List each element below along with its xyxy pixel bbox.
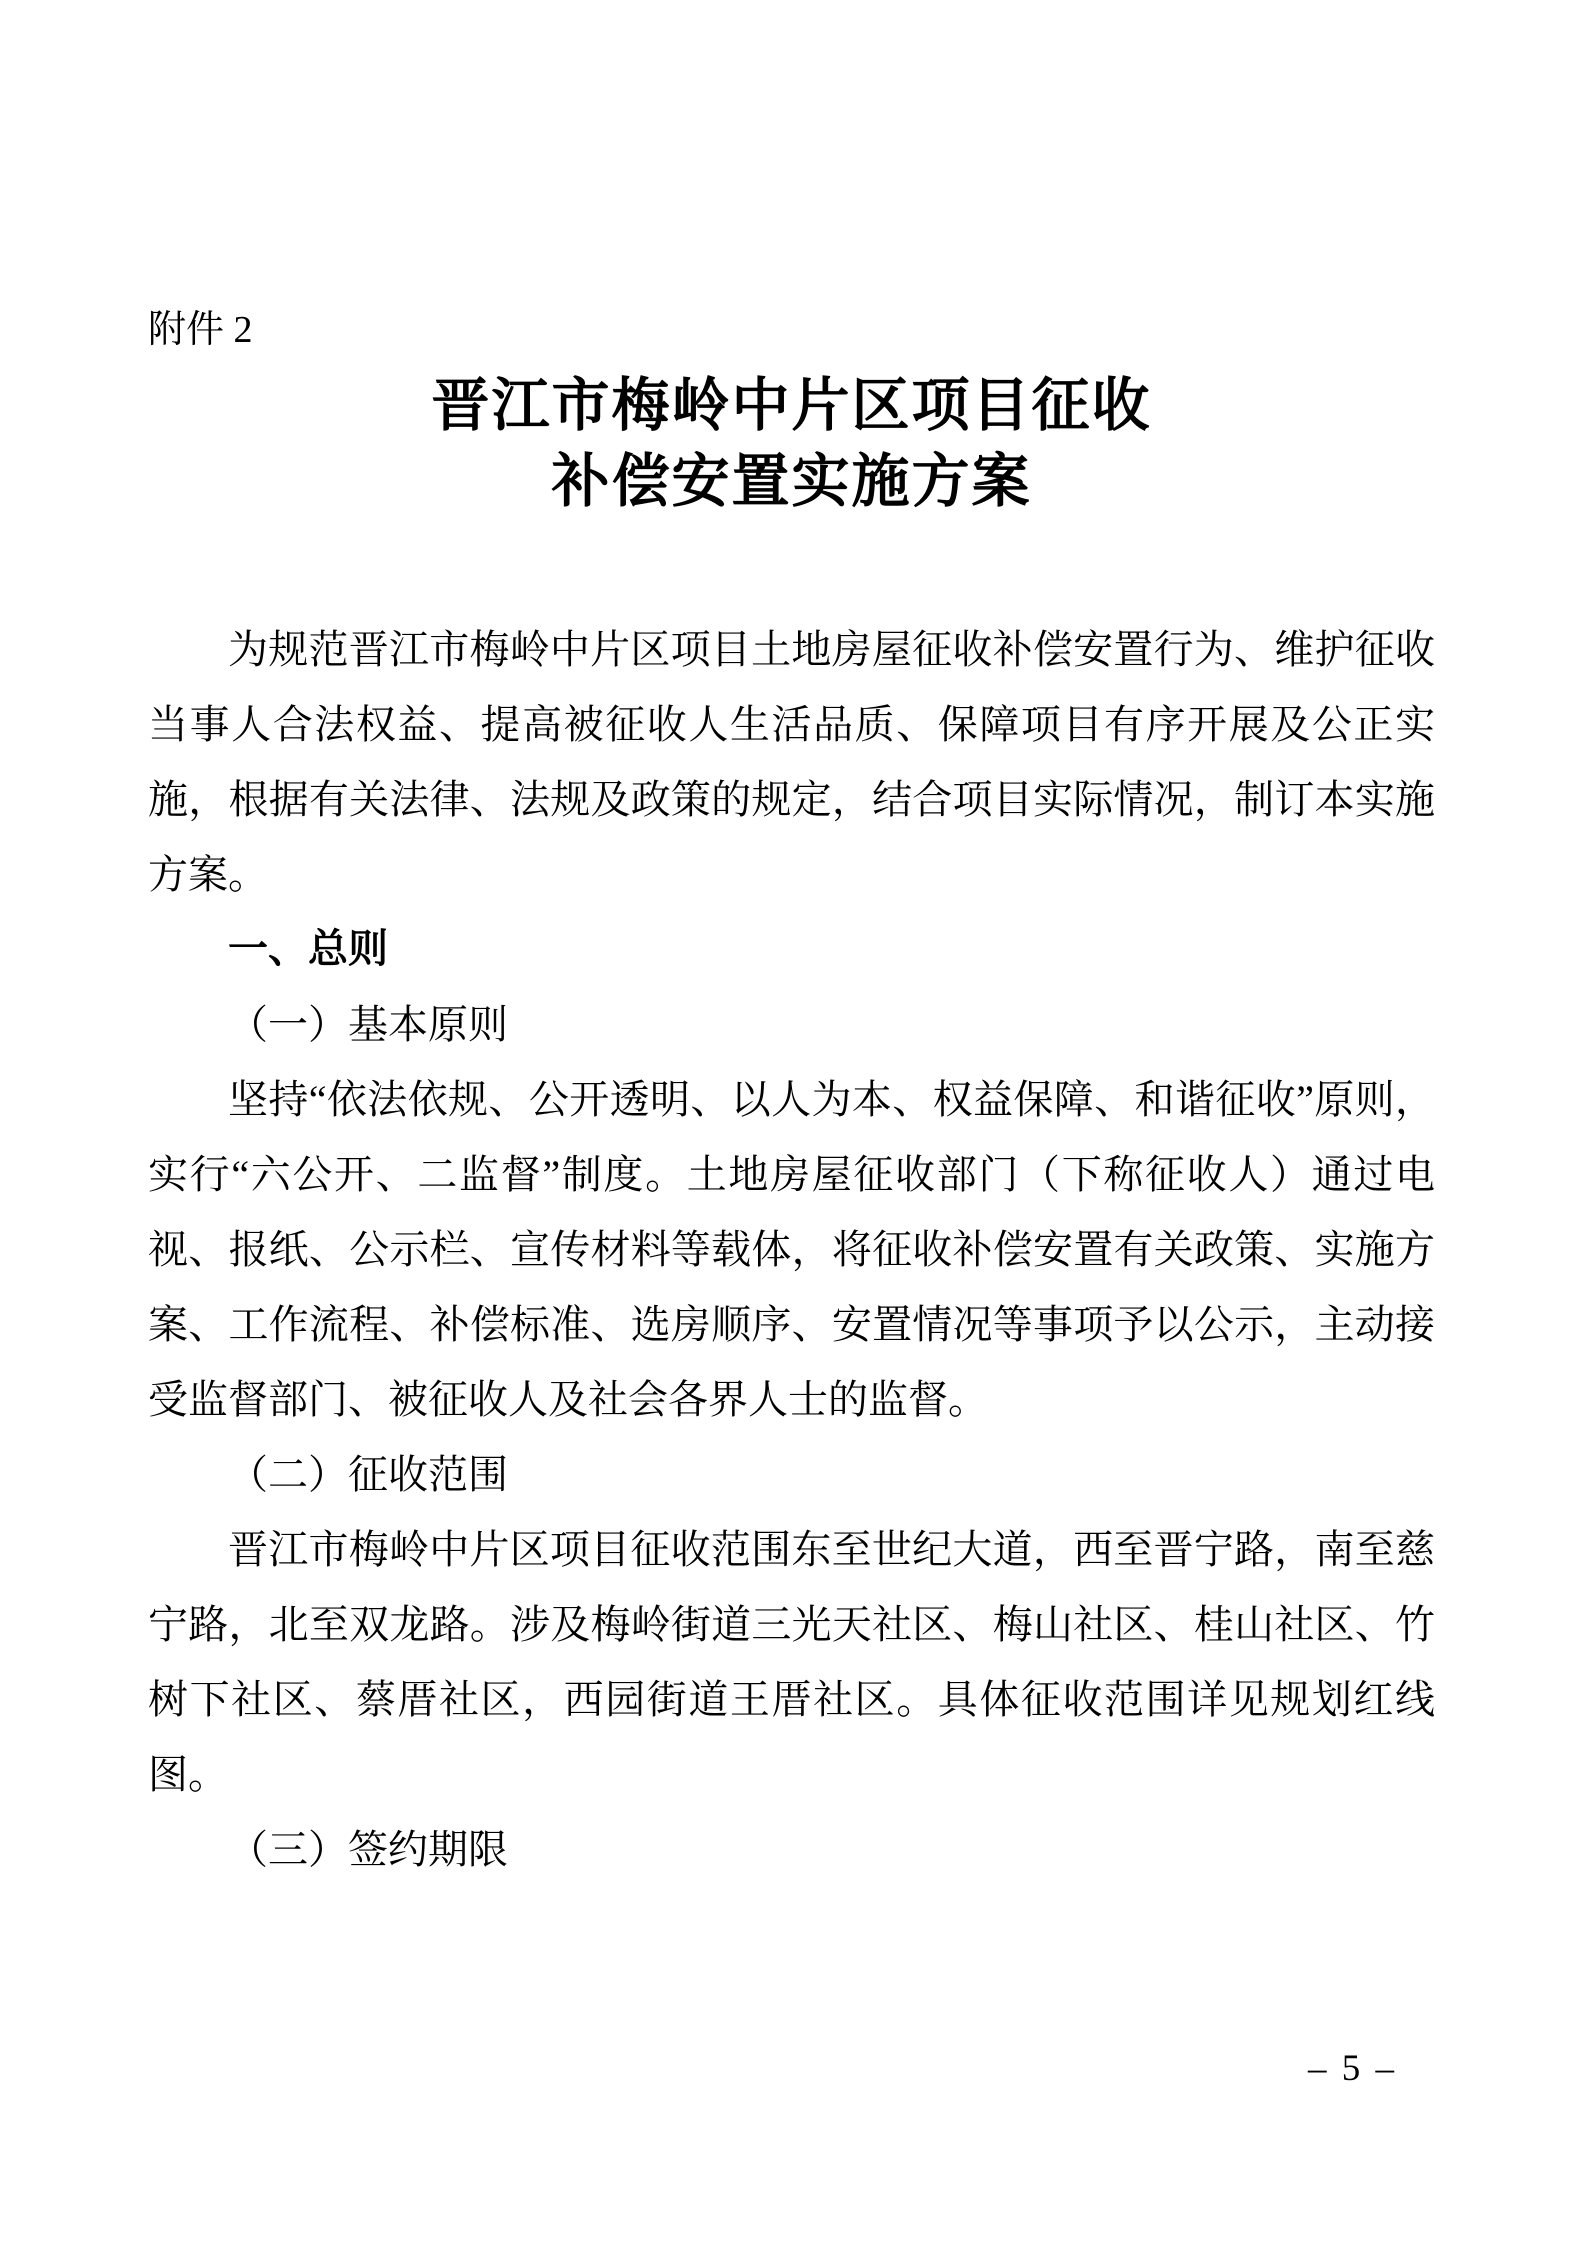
subsection-heading-basic-principles: （一）基本原则 xyxy=(228,1002,508,1047)
document-title-line1: 晋江市梅岭中片区项目征收 xyxy=(431,373,1152,438)
page-number: – 5 – xyxy=(1308,2048,1397,2089)
intro-paragraph: 为规范晋江市梅岭中片区项目土地房屋征收补偿安置行为、维护征收当事人合法权益、提高被征收人生活品质、保障项目有序开展及公正实施，根据有关法律、法规及政策的规定，结合项目实际情况，制订本实施方案。 xyxy=(148,627,1435,897)
document-title xyxy=(148,368,1435,520)
document-title-line2: 补偿安置实施方案 xyxy=(551,449,1032,514)
attachment-label: 附件 2 xyxy=(148,309,253,351)
principles-paragraph: 坚持“依法依规、公开透明、以人为本、权益保障、和谐征收”原则，实行“六公开、二监督”制度。土地房屋征收部门（下称征收人）通过电视、报纸、公示栏、宣传材料等载体，将征收补偿安置有关政策、实施方案、工作流程、补偿标准、选房顺序、安置情况等事项予以公示，主动接受监督部门、被征收人及社会各界人士的监督。 xyxy=(148,1077,1435,1422)
scope-paragraph: 晋江市梅岭中片区项目征收范围东至世纪大道，西至晋宁路，南至慈宁路，北至双龙路。涉及梅岭街道三光天社区、梅山社区、桂山社区、竹树下社区、蔡厝社区，西园街道王厝社区。具体征收范围详见规划红线图。 xyxy=(148,1527,1435,1797)
section-heading-general: 一、总则 xyxy=(228,927,388,971)
document-body xyxy=(148,612,1435,1887)
subsection-heading-signing-period: （三）签约期限 xyxy=(228,1827,508,1872)
subsection-heading-scope: （二）征收范围 xyxy=(228,1452,508,1497)
